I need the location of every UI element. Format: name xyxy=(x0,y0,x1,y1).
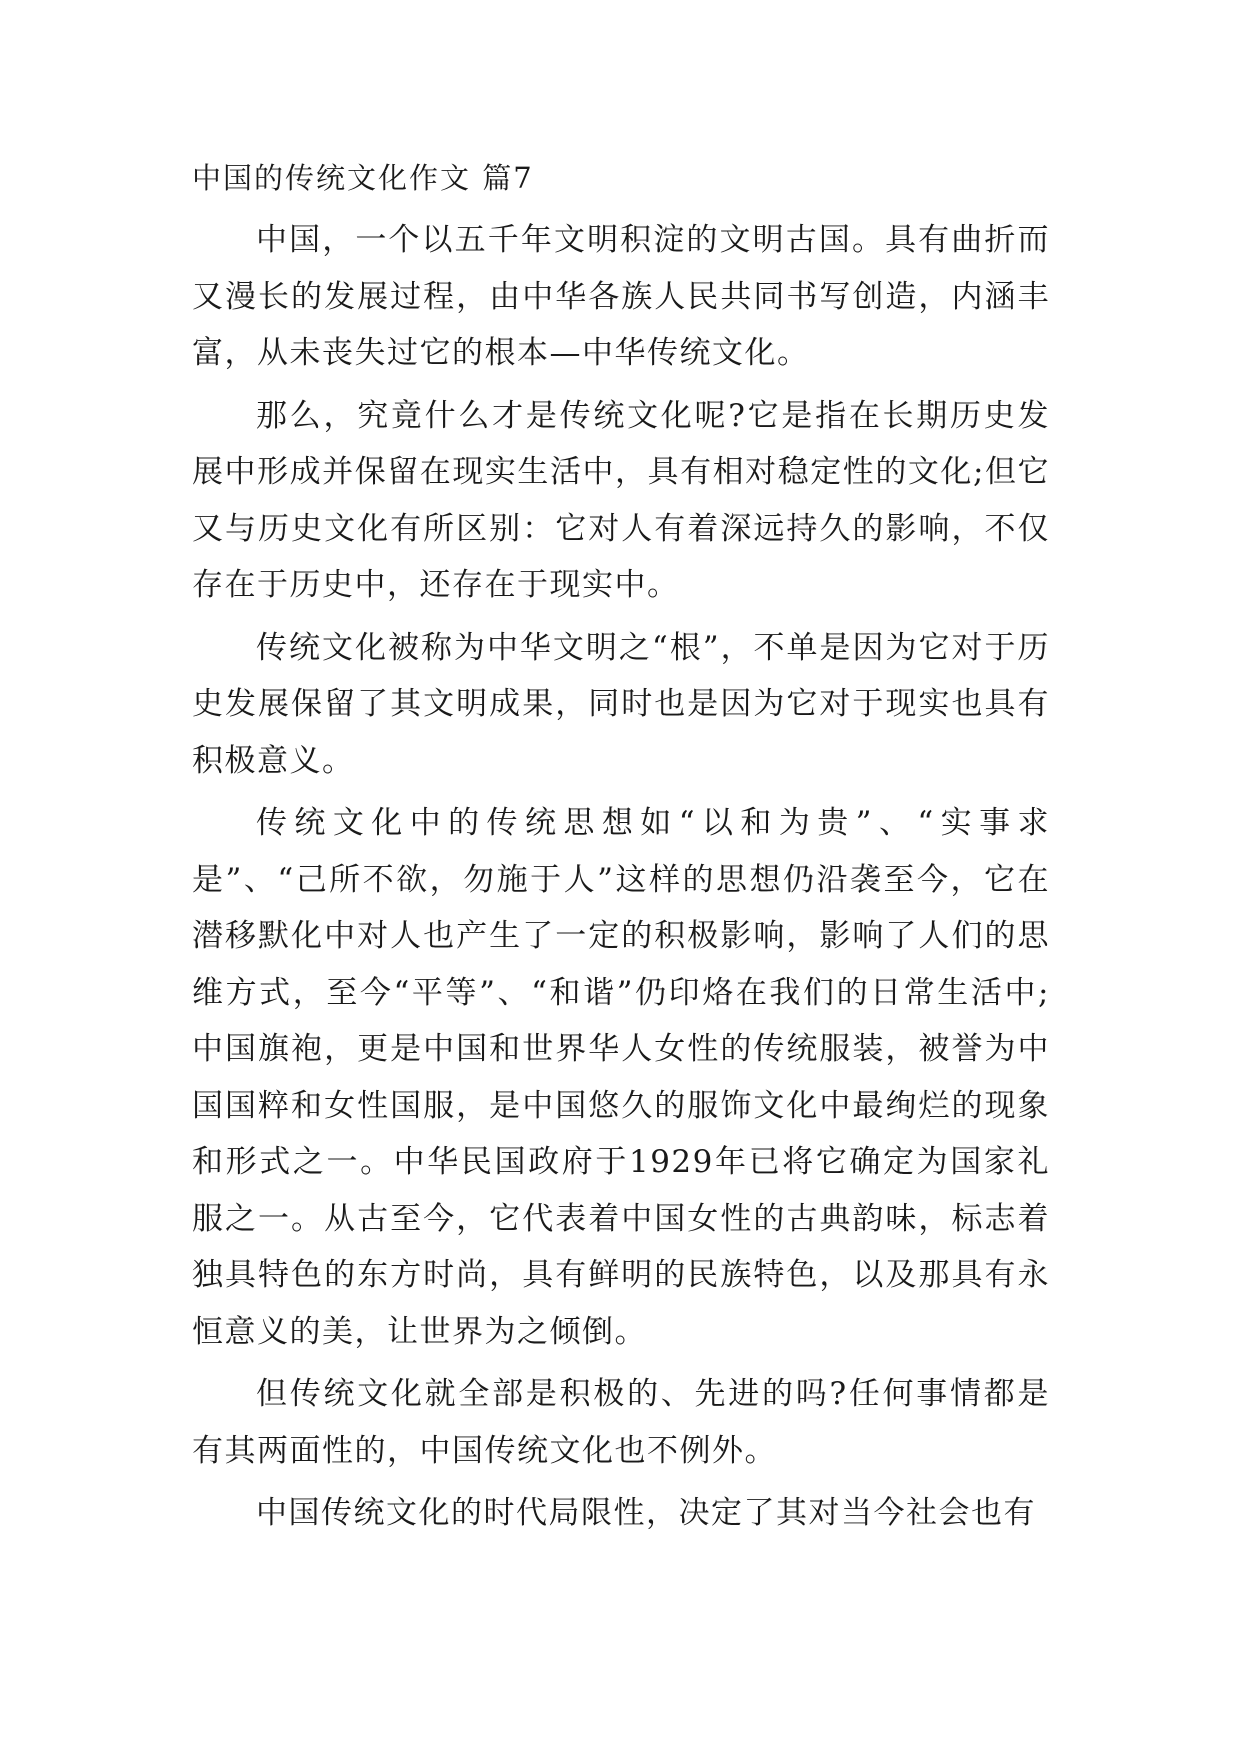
paragraph-6: 中国传统文化的时代局限性，决定了其对当今社会也有 xyxy=(256,1495,1036,1531)
paragraph-1: 中国，一个以五千年文明积淀的文明古国。具有曲折而又漫长的发展过程，由中华各族人民共同书写创造，内涵丰富，从未丧失过它的根本—中华传统文化。 xyxy=(192,222,1050,371)
paragraph-3: 传统文化被称为中华文明之“根”，不单是因为它对于历史发展保留了其文明成果，同时也是因为它对于现实也具有积极意义。 xyxy=(192,629,1050,779)
paragraph-2: 那么，究竟什么才是传统文化呢?它是指在长期历史发展中形成并保留在现实生活中，具有相对稳定性的文化;但它又与历史文化有所区别：它对人有着深远持久的影响，不仅存在于历史中，还存在于现实中。 xyxy=(192,397,1050,603)
document-body xyxy=(192,150,1050,1548)
essay-title: 中国的传统文化作文 篇7 xyxy=(192,161,534,195)
paragraph-5: 但传统文化就全部是积极的、先进的吗?任何事情都是有其两面性的，中国传统文化也不例外。 xyxy=(192,1376,1050,1469)
paragraph-4: 传统文化中的传统思想如“以和为贵”、“实事求是”、“己所不欲，勿施于人”这样的思想仍沿袭至今，它在潜移默化中对人也产生了一定的积极影响，影响了人们的思维方式，至今“平等”、“和谐”仍印烙在我们的日常生活中;中国旗袍，更是中国和世界华人女性的传统服装，被誉为中国国粹和女性国服，是中国悠久的服饰文化中最绚烂的现象和形式之一。中华民国政府于1929年已将它确定为国家礼服之一。从古至今，它代表着中国女性的古典韵味，标志着独具特色的东方时尚，具有鲜明的民族特色，以及那具有永恒意义的美，让世界为之倾倒。 xyxy=(192,805,1050,1350)
